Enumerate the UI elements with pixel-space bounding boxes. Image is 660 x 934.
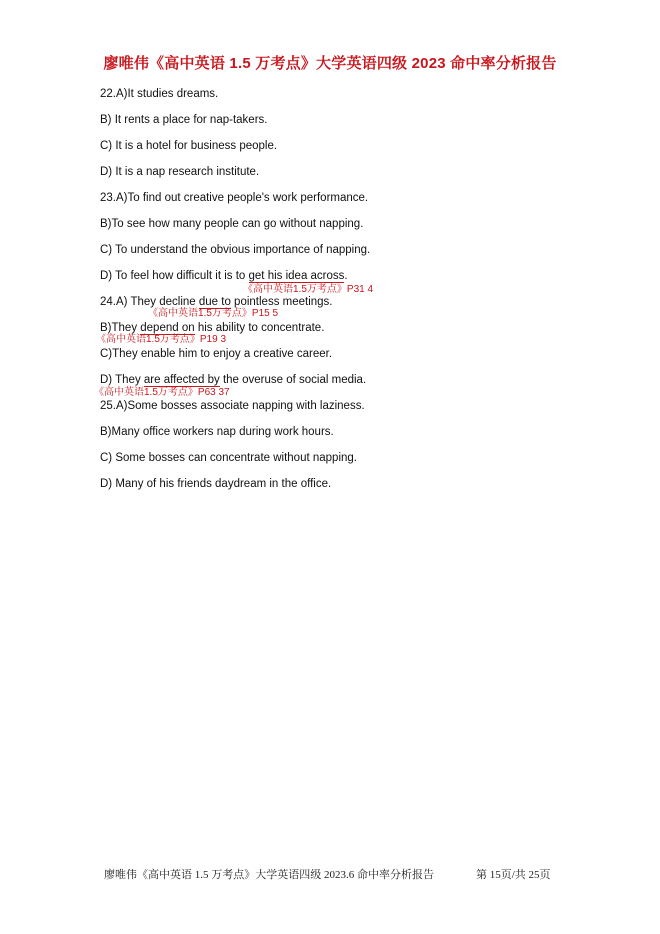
- option-22a: 22.A)It studies dreams.: [100, 88, 219, 100]
- option-22d: D) It is a nap research institute.: [100, 166, 260, 178]
- option-text: his ability to concentrate.: [194, 322, 325, 334]
- option-23b: B)To see how many people can go without napping.: [100, 218, 364, 230]
- page-title: 廖唯伟《高中英语 1.5 万考点》大学英语四级 2023 命中率分析报告: [103, 55, 557, 72]
- option-23a: 23.A)To find out creative people's work performance.: [100, 192, 369, 204]
- reference-annotation: 《高中英语1.5万考点》P31 4: [243, 284, 374, 295]
- option-23d: [100, 269, 348, 283]
- option-25c: C) Some bosses can concentrate without napping.: [100, 452, 357, 464]
- highlighted-phrase: depend on: [140, 322, 195, 334]
- option-24a: [100, 295, 333, 309]
- option-24c: C)They enable him to enjoy a creative career.: [100, 348, 333, 360]
- option-text: 24.A) They decline: [100, 296, 199, 308]
- option-24d: [100, 373, 366, 387]
- option-text: B)They: [100, 322, 141, 334]
- footer-title: 廖唯伟《高中英语 1.5 万考点》大学英语四级 2023.6 命中率分析报告: [104, 869, 434, 881]
- option-22c: C) It is a hotel for business people.: [100, 140, 278, 152]
- reference-annotation: 《高中英语1.5万考点》P19 3: [96, 334, 227, 345]
- option-25a: 25.A)Some bosses associate napping with laziness.: [100, 400, 365, 412]
- option-24b: [100, 321, 324, 335]
- page-number: 第 15页/共 25页: [476, 869, 551, 881]
- option-23c: C) To understand the obvious importance of napping.: [100, 244, 371, 256]
- option-text: the overuse of social media.: [219, 374, 367, 386]
- option-25d: D) Many of his friends daydream in the office.: [100, 478, 332, 490]
- option-text: D) They: [100, 374, 144, 386]
- reference-annotation: 《高中英语1.5万考点》P15 5: [148, 308, 279, 319]
- option-text: D) To feel how difficult it is to: [100, 270, 249, 282]
- option-25b: B)Many office workers nap during work hours.: [100, 426, 334, 438]
- highlighted-phrase: are affected by: [143, 374, 220, 386]
- option-text: pointless meetings.: [230, 296, 333, 308]
- option-text: .: [344, 270, 348, 282]
- highlighted-phrase: get his idea across: [248, 270, 345, 282]
- reference-annotation: 《高中英语1.5万考点》P63 37: [94, 387, 230, 398]
- highlighted-phrase: due to: [198, 296, 231, 308]
- option-22b: B) It rents a place for nap-takers.: [100, 114, 268, 126]
